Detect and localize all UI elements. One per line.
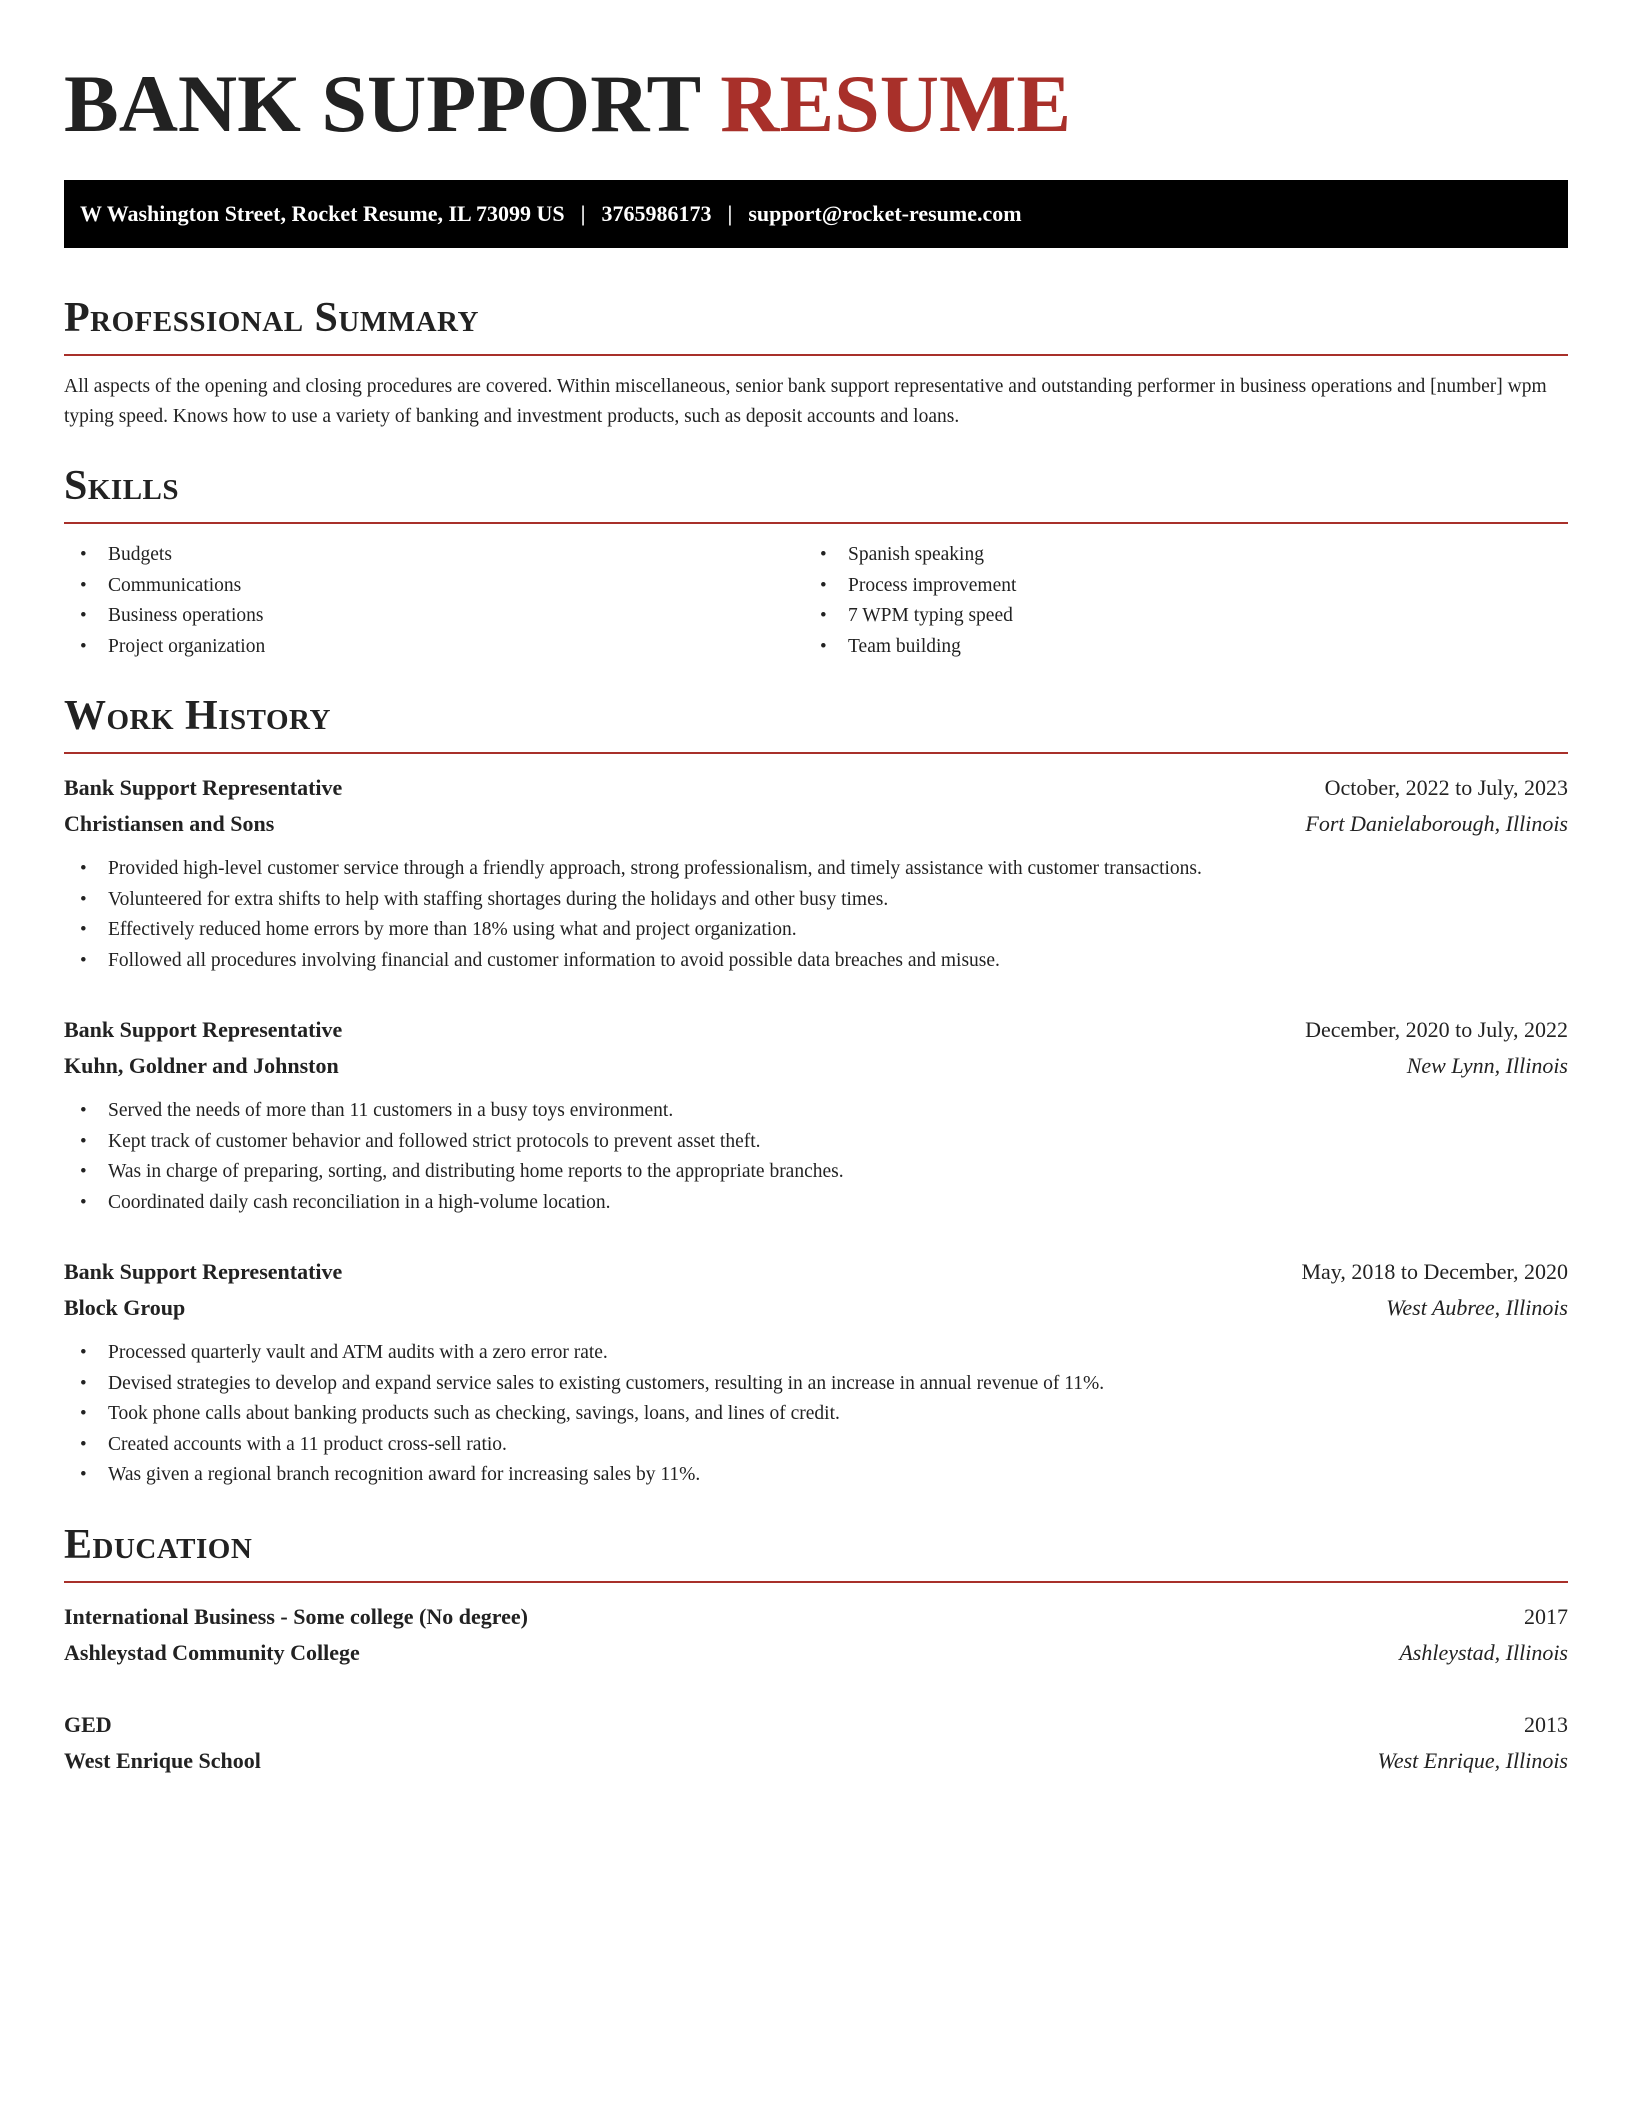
education-degree: GED (64, 1711, 112, 1737)
job-bullet: • Was in charge of preparing, sorting, and distributing home reports to the appropriate branches. (64, 1157, 1568, 1188)
job-bullet: • Devised strategies to develop and expand service sales to existing customers, resulting in an increase in annual revenue of 11%. (64, 1369, 1568, 1400)
education-year: 2017 (1524, 1603, 1568, 1629)
job-bullet: • Kept track of customer behavior and followed strict protocols to prevent asset theft. (64, 1127, 1568, 1158)
contact-separator: | (580, 201, 586, 226)
contact-separator: | (727, 201, 733, 226)
skill-item: • Spanish speaking (804, 540, 1544, 571)
job-location: New Lynn, Illinois (1406, 1053, 1568, 1078)
skills-section (64, 460, 1568, 662)
job-bullet: • Provided high-level customer service through a friendly approach, strong professionalism, and timely assistance with customer transactions. (64, 854, 1568, 885)
job-bullet: • Was given a regional branch recognition award for increasing sales by 11%. (64, 1460, 1568, 1491)
job-bullet: • Took phone calls about banking products such as checking, savings, loans, and lines of credit. (64, 1399, 1568, 1430)
resume-title (64, 0, 1568, 152)
summary-section (64, 292, 1568, 432)
job-bullets (64, 1338, 1568, 1491)
skills-column-left (64, 540, 804, 662)
job-company-row (64, 1048, 1568, 1084)
section-divider (64, 1581, 1568, 1583)
job-bullet: • Effectively reduced home errors by more than 18% using what and project organization. (64, 915, 1568, 946)
education-degree: International Business - Some college (No degree) (64, 1603, 528, 1629)
job-role: Bank Support Representative (64, 1259, 343, 1284)
job-header-row (64, 770, 1568, 806)
work-section (64, 690, 1568, 1491)
education-school-row (64, 1635, 1568, 1671)
skills-heading: Skills (64, 463, 180, 509)
job-company-row (64, 806, 1568, 842)
job-bullet: • Created accounts with a 11 product cross-sell ratio. (64, 1430, 1568, 1461)
education-header-row (64, 1599, 1568, 1635)
section-divider (64, 354, 1568, 356)
job-location: West Aubree, Illinois (1386, 1295, 1568, 1320)
job-location: Fort Danielaborough, Illinois (1305, 811, 1568, 836)
job-bullets (64, 854, 1568, 976)
section-divider (64, 522, 1568, 524)
job-bullets (64, 1096, 1568, 1218)
job-company: Christiansen and Sons (64, 811, 275, 836)
job-bullet: • Served the needs of more than 11 customers in a busy toys environment. (64, 1096, 1568, 1127)
summary-heading: Professional Summary (64, 295, 479, 341)
job-bullet: • Processed quarterly vault and ATM audits with a zero error rate. (64, 1338, 1568, 1369)
skill-item: • Team building (804, 632, 1544, 663)
summary-text: All aspects of the opening and closing procedures are covered. Within miscellaneous, senior bank support representative and outstanding performer in business operations and [number] wpm typing speed. Knows how to use a variety of banking and investment products, such as deposit accounts and loans. (64, 376, 1547, 427)
education-location: West Enrique, Illinois (1377, 1747, 1568, 1773)
resume-page (64, 0, 1568, 1815)
contact-phone: 3765986173 (601, 201, 712, 226)
contact-bar (64, 180, 1568, 248)
job-dates: December, 2020 to July, 2022 (1305, 1017, 1568, 1042)
skill-item: • Budgets (64, 540, 804, 571)
job-header-row (64, 1012, 1568, 1048)
job-company: Block Group (64, 1295, 186, 1320)
job-dates: October, 2022 to July, 2023 (1324, 775, 1568, 800)
section-divider (64, 752, 1568, 754)
education-section (64, 1519, 1568, 1779)
education-heading: Education (64, 1521, 253, 1568)
job-role: Bank Support Representative (64, 775, 343, 800)
resume-title-main: BANK SUPPORT (64, 58, 700, 149)
job-bullet: • Followed all procedures involving financial and customer information to avoid possible data breaches and misuse. (64, 946, 1568, 977)
skills-column-right (804, 540, 1544, 662)
education-year: 2013 (1524, 1711, 1568, 1737)
job-company-row (64, 1290, 1568, 1326)
job-bullet: • Volunteered for extra shifts to help with staffing shortages during the holidays and other busy times. (64, 885, 1568, 916)
education-entry (64, 1707, 1568, 1779)
resume-title-accent: RESUME (720, 58, 1072, 149)
education-header-row (64, 1707, 1568, 1743)
contact-email: support@rocket-resume.com (748, 201, 1022, 226)
education-school: West Enrique School (64, 1747, 261, 1773)
skill-item: • Project organization (64, 632, 804, 663)
skill-item: • Process improvement (804, 571, 1544, 602)
skill-item: • 7 WPM typing speed (804, 601, 1544, 632)
education-location: Ashleystad, Illinois (1399, 1639, 1568, 1665)
job-company: Kuhn, Goldner and Johnston (64, 1053, 339, 1078)
job-dates: May, 2018 to December, 2020 (1301, 1259, 1568, 1284)
job-header-row (64, 1254, 1568, 1290)
contact-address: W Washington Street, Rocket Resume, IL 73099 US (80, 201, 565, 226)
skill-item: • Business operations (64, 601, 804, 632)
education-entry (64, 1599, 1568, 1671)
skills-grid (64, 540, 1568, 662)
job-entry (64, 1012, 1568, 1218)
job-entry (64, 770, 1568, 976)
education-school-row (64, 1743, 1568, 1779)
work-heading: Work History (64, 693, 331, 739)
education-school: Ashleystad Community College (64, 1639, 360, 1665)
job-entry (64, 1254, 1568, 1491)
job-bullet: • Coordinated daily cash reconciliation in a high-volume location. (64, 1188, 1568, 1219)
job-role: Bank Support Representative (64, 1017, 343, 1042)
skill-item: • Communications (64, 571, 804, 602)
